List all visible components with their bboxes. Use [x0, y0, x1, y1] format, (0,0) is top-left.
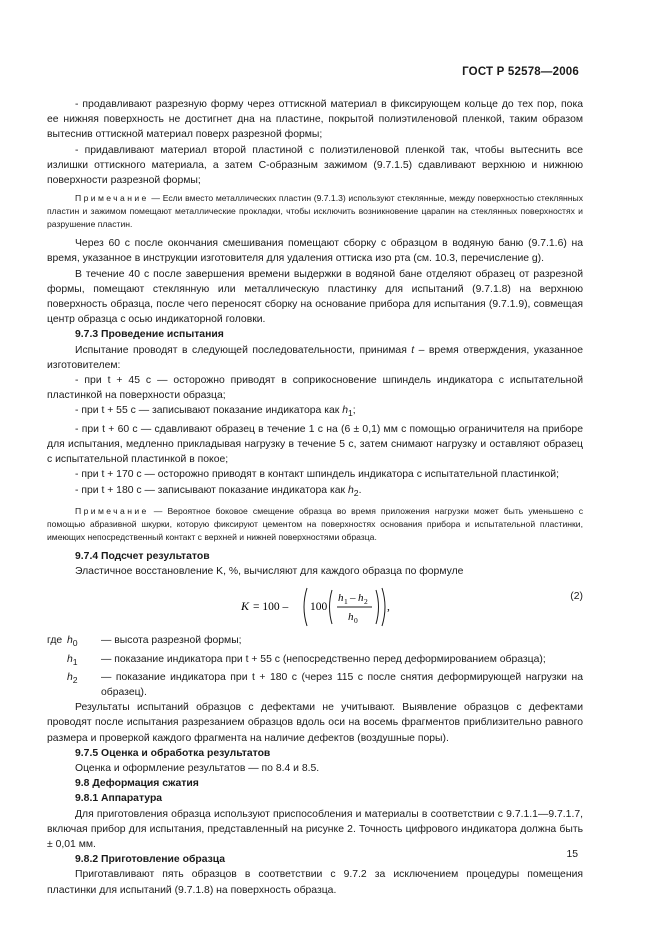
- svg-text:–: –: [350, 592, 356, 605]
- paragraph: Испытание проводят в следующей последовательности, принимая t – время отверждения, указанное изготовителем:: [47, 344, 583, 371]
- note-paragraph: [47, 505, 583, 544]
- formula-lhs: K: [241, 599, 250, 614]
- formula-number: (2): [570, 591, 583, 603]
- formula-eq: = 100 –: [253, 601, 289, 614]
- svg-text:h: h: [338, 592, 344, 605]
- paragraph: Результаты испытаний образцов с дефектами не учитывают. Выявление образцов с дефектами проводят после испытания разрезанием образцов вдоль оси на восемь фрагментов приблизительно равного размера и проверкой каждого фрагмента на наличие дефектов (воздушные поры).: [47, 702, 583, 744]
- formula-hundred: 100: [310, 601, 328, 614]
- formula: [47, 583, 583, 631]
- document-body: [47, 97, 583, 898]
- document-header: ГОСТ Р 52578—2006: [462, 66, 579, 78]
- inner-bracket-left: [330, 590, 333, 624]
- legend-row: где $h_0$ — высота разрезной формы;: [47, 635, 242, 649]
- note-text: — Вероятное боковое смещение образца во время приложения нагрузки может быть уменьшено с помощью абразивной шкурки, которую фиксируют цементом на поверхностях основания прибора и испытательной пластинки, имеющих непосредственный контакт с верхней и нижней поверхностями образца.: [47, 505, 583, 542]
- paragraph: Эластичное восстановление K, %, вычисляют для каждого образца по формуле: [75, 566, 464, 578]
- svg-text:1: 1: [344, 597, 348, 607]
- outer-bracket-left: [304, 588, 307, 626]
- note-label: Примечание: [75, 505, 149, 516]
- list-item: - продавливают разрезную форму через оттискной материал в фиксирующем кольце до тех пор, пока ее нижняя поверхность не достигнет дна на пластине, покрытой полиэтиленовой пленкой, таким образом вытеснив оттискной материал поверх разрезной формы;: [47, 99, 583, 141]
- paragraph: Оценка и оформление результатов — по 8.4 и 8.5.: [75, 763, 320, 775]
- list-item: - при t + 170 с — осторожно приводят в контакт шпиндель индикатора с испытательной пластинкой;: [75, 469, 559, 481]
- page-number: 15: [566, 849, 578, 860]
- formula-legend: [47, 633, 583, 700]
- list-item: - при t + 180 с — записывают показание индикатора как $h_2$.: [75, 484, 362, 498]
- svg-text:h: h: [358, 592, 364, 605]
- section-heading-9-8: 9.8 Деформация сжатия: [75, 778, 199, 790]
- svg-text:h: h: [348, 611, 354, 624]
- section-heading-9-7-4: 9.7.4 Подсчет результатов: [75, 550, 210, 562]
- paragraph: В течение 40 с после завершения времени выдержки в водяной бане отделяют образец от разрезной формы, помещают стеклянную или металлическую пластинку для испытаний (9.7.1.8) на верхнюю поверхность образца, после чего переносят сборку на основание прибора для испытания (9.7.1.9), совмещая центр образца с осью индикаторной головки.: [47, 268, 583, 326]
- section-heading-9-7-3: 9.7.3 Проведение испытания: [75, 329, 224, 341]
- section-heading-9-8-2: 9.8.2 Приготовление образца: [75, 854, 226, 866]
- list-item: - при t + 60 с — сдавливают образец в течение 1 с на (6 ± 0,1) мм с помощью ограничителя на приборе для испытания, медленно прикладывая нагрузку в течение 5 с, затем снимают нагрузку и оставляют образец с испытательной пластинкой в покое;: [47, 423, 583, 466]
- formula-graphic: [237, 583, 457, 631]
- paragraph: Через 60 с после окончания смешивания помещают сборку с образцом в водяную баню (9.7.1.6) на время, указанное в инструкции изготовителя для удаления оттиска изо рта (см. 10.3, перечисление g).: [47, 238, 583, 265]
- list-item: - при t + 55 с — записывают показание индикатора как $h_1$;: [75, 405, 356, 419]
- section-heading-9-7-5: 9.7.5 Оценка и обработка результатов: [75, 747, 271, 759]
- svg-text:0: 0: [354, 616, 358, 626]
- legend-row: $h_2$ — показание индикатора при t + 180 с (через 115 с после снятия деформирующей нагрузки на образец).: [67, 671, 583, 698]
- paragraph: Приготавливают пять образцов в соответствии с 9.7.2 за исключением процедуры помещения пластинки для испытаний (9.7.1.8) на поверхность образца.: [47, 869, 583, 896]
- svg-text:,: ,: [387, 601, 390, 614]
- section-heading-9-8-1: 9.8.1 Аппаратура: [75, 793, 163, 805]
- legend-row: $h_1$ — показание индикатора при t + 55 с (непосредственно перед деформированием образца);: [67, 653, 546, 667]
- list-item: - при t + 45 с — осторожно приводят в соприкосновение шпиндель индикатора с испытательной пластинкой на поверхности образца;: [47, 375, 583, 402]
- note-paragraph: [47, 192, 583, 231]
- list-item: - придавливают материал второй пластиной с полиэтиленовой пленкой так, чтобы вытеснить все излишки оттискного материала, а затем С-образным зажимом (9.7.1.5) сдавливают верхнюю и нижнюю поверхности разрезной формы;: [47, 144, 583, 187]
- inner-bracket-right: [376, 590, 379, 624]
- note-label: Примечание: [75, 193, 149, 204]
- svg-text:2: 2: [364, 597, 368, 607]
- note-text: — Если вместо металлических пластин (9.7.1.3) используют стеклянные, между поверхностью стеклянных пластин и зажимом помещают металлические прокладки, чтобы исключить возникновение царапин на стеклянных поверхностях и разрушение пластин.: [47, 193, 583, 230]
- paragraph: Для приготовления образца используют приспособления и материалы в соответствии с 9.7.1.1—9.7.1.7, включая прибор для испытания, представленный на рисунке 2. Точность цифрового индикатора должна быть ± 0,01 мм.: [47, 808, 583, 851]
- outer-bracket-right: [382, 588, 385, 626]
